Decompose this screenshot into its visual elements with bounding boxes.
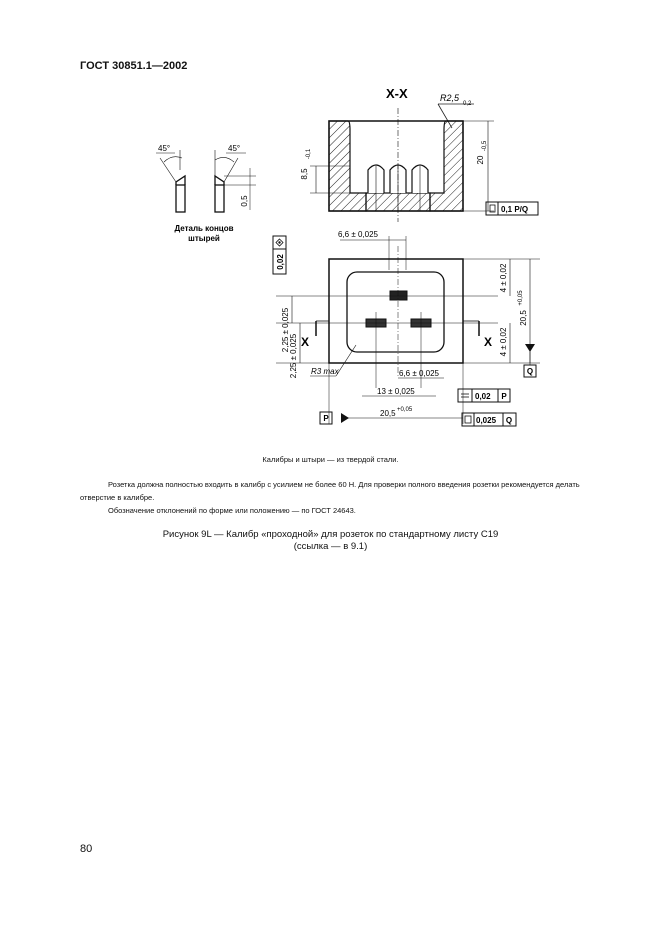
- dim-spacing: 6,6 ± 0,025: [338, 230, 378, 239]
- dim-pin-sp: 6,6 ± 0,025: [399, 369, 439, 378]
- tol-frame-side: 0,02: [276, 254, 285, 270]
- datum-q: Q: [526, 367, 534, 376]
- dim-13: 13 ± 0,025: [377, 387, 415, 396]
- document-header: ГОСТ 30851.1—2002: [80, 60, 188, 72]
- section-view: [300, 86, 538, 222]
- note-insertion: Розетка должна полностью входить в калибр с усилием не более 60 Н. Для проверки полного введения розетки рекомендуется делать отверстие в калибре.: [80, 480, 580, 502]
- dim-height-tol: -0,5: [482, 140, 488, 152]
- figure-caption: [0, 529, 661, 553]
- datum-p: P: [323, 414, 329, 423]
- angle-left: 45°: [158, 144, 171, 153]
- dim-depth-tol: -0,1: [306, 148, 312, 160]
- dim-height: 20: [476, 155, 485, 165]
- angle-right: 45°: [228, 144, 241, 153]
- pin-detail-caption-1: Деталь концов: [174, 224, 234, 233]
- tol-frame-q-val: 0,025: [476, 416, 497, 425]
- section-mark-left: X: [301, 335, 310, 349]
- materials-note: Калибры и штыри — из твердой стали.: [262, 455, 399, 464]
- pin-dim: 0,5: [240, 195, 249, 207]
- dim-bottom: 4 ± 0,02: [499, 327, 508, 357]
- dim-left-1: 2,25 ± 0,025: [281, 307, 290, 353]
- dim-depth: 8,5: [300, 168, 309, 180]
- tol-frame-p-val: 0,02: [475, 392, 491, 401]
- dim-bottom-total: 20,5: [380, 409, 396, 418]
- plan-view: [273, 230, 540, 426]
- section-label: X-X: [386, 86, 408, 101]
- radius-max: R3 max: [311, 367, 339, 376]
- section-mark-right: X: [484, 335, 493, 349]
- tol-frame-q-ref: Q: [505, 416, 513, 425]
- pin-detail-caption-2: штырей: [188, 234, 220, 243]
- dim-left-2: 2,25 ± 0,025: [289, 333, 298, 379]
- page-number: 80: [80, 843, 93, 855]
- radius-label: R2,5: [440, 93, 460, 103]
- dim-bottom-total-tol: +0,05: [397, 407, 413, 413]
- pin-detail: [156, 144, 256, 243]
- dim-total-v: 20,5: [519, 310, 528, 326]
- radius-tol: 0,2: [463, 101, 472, 107]
- note-tolerances: Обозначение отклонений по форме или положению — по ГОСТ 24643.: [108, 506, 356, 515]
- tol-frame-1: 0,1 P/Q: [501, 205, 529, 214]
- figure-ref: (ссылка — в 9.1): [293, 541, 368, 552]
- dim-top: 4 ± 0,02: [499, 263, 508, 293]
- dim-total-v-tol: +0,05: [518, 290, 524, 306]
- tol-frame-p-ref: P: [501, 392, 507, 401]
- figure-title: Рисунок 9L — Калибр «проходной» для розеток по стандартному листу С19: [162, 529, 499, 540]
